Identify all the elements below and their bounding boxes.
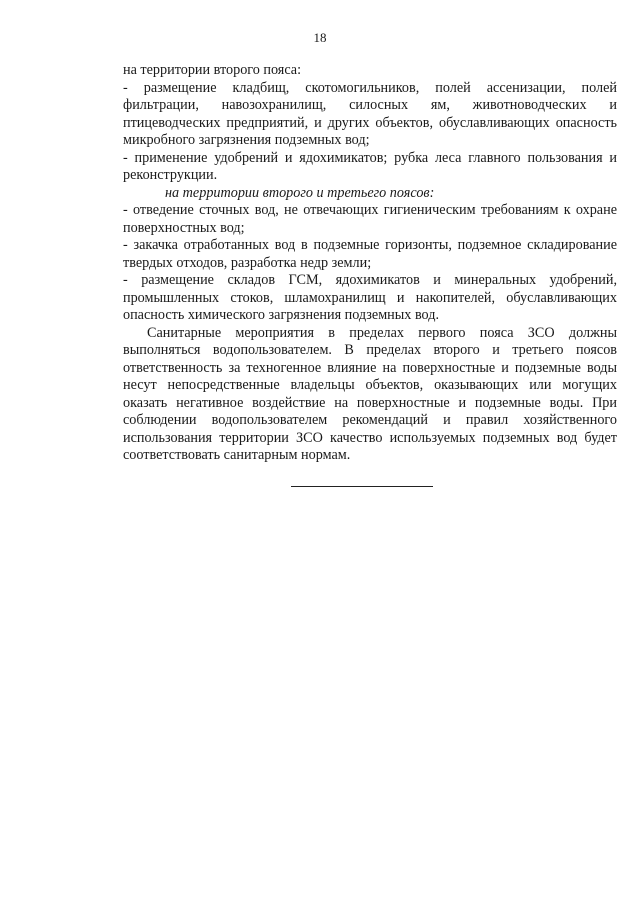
list-item-injection: - закачка отработанных вод в подземные горизонты, подземное складирование твердых отходов, разработка недр земли;	[123, 237, 617, 271]
sanitary-measures-paragraph: Санитарные мероприятия в пределах первого пояса ЗСО должны выполняться водопользователем. В пределах второго и третьего поясов ответственность за техногенное влияние на поверхностные и подземные воды несут непосредственные владельцы объектов, оказывающих или могущих оказать негативное воздействие на поверхностные и подземные воды. При соблюдении водопользователем рекомендаций и правил хозяйственного использования территории ЗСО качество используемых подземных вод будет соответствовать санитарным нормам.	[123, 324, 617, 463]
heading-second-zone: на территории второго пояса:	[123, 62, 302, 78]
list-item-fertilizers: - применение удобрений и ядохимикатов; рубка леса главного пользования и реконструкции.	[123, 149, 617, 183]
heading-second-third-zones: на территории второго и третьего поясов:	[165, 184, 435, 201]
document-body	[123, 62, 617, 465]
list-item-placement: - размещение кладбищ, скотомогильников, полей ассенизации, полей фильтрации, навозохранилищ, силосных ям, животноводческих и птицеводческих предприятий, и других объектов, обуславливающих опасность микробного загрязнения подземных вод;	[123, 79, 617, 148]
end-of-text-divider	[291, 486, 433, 487]
page-number: 18	[313, 30, 327, 45]
list-item-wastewater: - отведение сточных вод, не отвечающих гигиеническим требованиям к охране поверхностных вод;	[123, 202, 617, 236]
list-item-warehouses: - размещение складов ГСМ, ядохимикатов и минеральных удобрений, промышленных стоков, шламохранилищ и накопителей, обуславливающих опасность химического загрязнения подземных вод.	[123, 272, 617, 323]
